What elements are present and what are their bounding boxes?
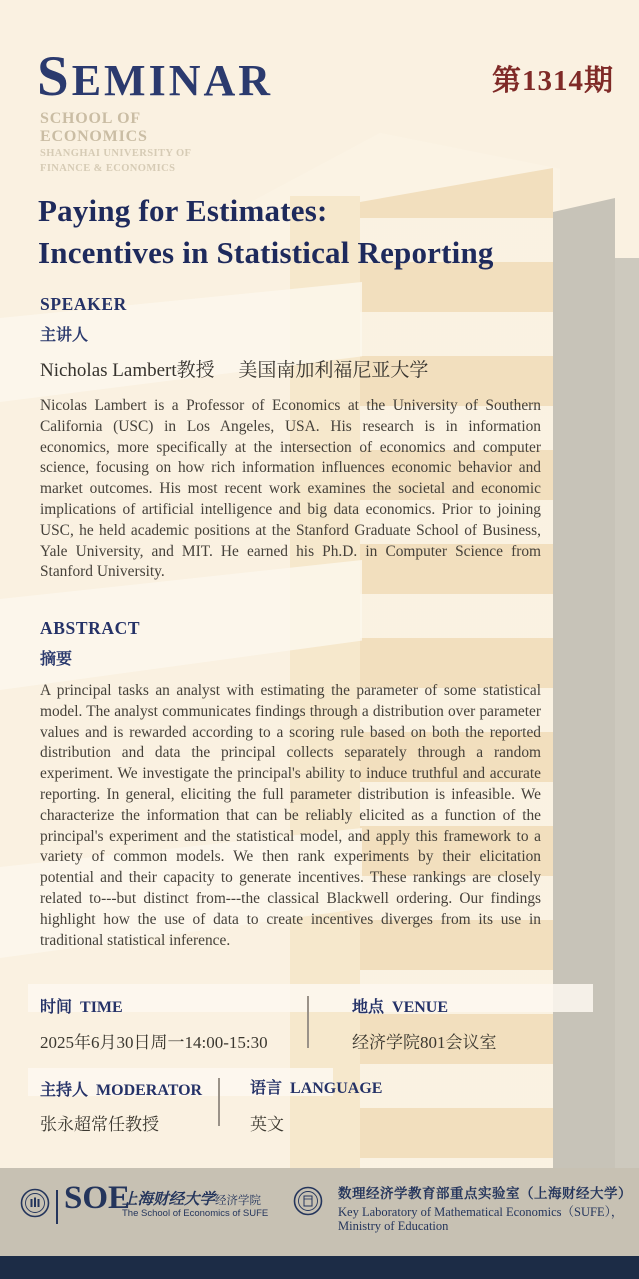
soe-school-name: 经济学院: [215, 1195, 262, 1207]
venue-label: [352, 994, 448, 1017]
talk-title: [38, 190, 598, 274]
speaker-section-heading-zh: 主讲人: [40, 327, 89, 344]
building-gray-pillar-shape: [553, 198, 615, 1168]
footer-logo-divider: [56, 1190, 58, 1224]
building-facade-shape: [360, 168, 553, 1168]
soe-logo: SOE: [64, 1180, 131, 1216]
issue-number-badge: 第1314期: [492, 65, 615, 97]
abstract-section-heading-zh: 摘要: [40, 651, 73, 668]
university-name-line1: SHANGHAI UNIVERSITY OF: [40, 147, 192, 159]
seminar-wordmark: SEMINAR: [37, 45, 274, 108]
soe-university-name: 上海财经大学: [122, 1191, 216, 1208]
venue-value: 经济学院801会议室: [352, 1033, 497, 1052]
time-label-en: TIME: [80, 999, 123, 1016]
abstract-section-heading: ABSTRACT: [40, 618, 141, 638]
language-label-en: LANGUAGE: [290, 1080, 383, 1097]
soe-logo-english-name: The School of Economics of SUFE: [122, 1208, 269, 1219]
lab-name-english-line1: Key Laboratory of Mathematical Economics（SUFE），: [338, 1205, 624, 1219]
footer-band: [0, 1168, 639, 1256]
abstract-text: A principal tasks an analyst with estimating the parameter of some statistical model. The analyst communicates findings through a distribution over parameter values and is rewarded according to a scoring rule based on both the reported distribution and data the principal collects separately through a random experiment. We investigate the principal's ability to induce truthful and accurate reporting. In general, eliciting the full parameter distribution is infeasible. We characterize the information that can be reliably elicited as a function of the principal's experiment and the statistical model, and apply this framework to a variety of common models. We then rank experiments by their elicitation potential and their capacity to generate incentives. These rankings are closely related to---but distinct from---the classical Blackwell ordering. Our findings highlight how the use of data to create incentives diverges from its use in traditional statistical inference.: [40, 682, 541, 949]
venue-label-zh: 地点: [352, 999, 385, 1016]
time-label: [40, 994, 123, 1017]
talk-title-line1: Paying for Estimates:: [38, 193, 328, 228]
talk-title-line2: Incentives in Statistical Reporting: [38, 235, 494, 271]
lab-seal-icon: [293, 1186, 323, 1221]
school-name-line1: SCHOOL OF: [40, 110, 141, 127]
venue-label-en: VENUE: [392, 999, 449, 1016]
lab-name-english-line2: Ministry of Education: [338, 1219, 449, 1233]
school-name-line2: ECONOMICS: [40, 127, 148, 145]
moderator-label-en: MODERATOR: [96, 1082, 203, 1099]
moderator-value: 张永超常任教授: [40, 1115, 159, 1134]
time-venue-divider: [307, 996, 309, 1048]
sufe-seal-icon: [20, 1188, 50, 1223]
bottom-navy-bar: [0, 1256, 639, 1279]
moderator-label: [40, 1077, 202, 1100]
moderator-language-divider: [218, 1078, 220, 1126]
university-name-line2: FINANCE & ECONOMICS: [40, 162, 176, 174]
school-wordmark: [40, 110, 191, 175]
time-value: 2025年6月30日周一14:00-15:30: [40, 1033, 268, 1052]
speaker-bio: Nicolas Lambert is a Professor of Economics at the University of Southern California (USC) in Los Angeles, USA. His research is in information economics, more specifically at the intersection of economics and computer science, focusing on how rich information influences economic behavior and market outcomes. His most recent work examines the societal and economic implications of artificial intelligence and big data economics. Prior to joining USC, he held academic positions at the Stanford Graduate School of Business, Yale University, and MIT. He earned his Ph.D. in Computer Science from Stanford University.: [40, 397, 541, 581]
time-label-zh: 时间: [40, 999, 73, 1016]
building-gray-pillar-secondary-shape: [615, 258, 639, 1168]
language-label: [250, 1075, 382, 1098]
soe-logo-chinese-name: [122, 1187, 261, 1209]
speaker-section-heading: SPEAKER: [40, 294, 127, 314]
language-label-zh: 语言: [250, 1080, 283, 1097]
language-value: 英文: [250, 1115, 284, 1134]
moderator-label-zh: 主持人: [40, 1082, 89, 1099]
lab-name-chinese: 数理经济学教育部重点实验室（上海财经大学）: [338, 1186, 632, 1201]
speaker-name: Nicholas Lambert教授 美国南加利福尼亚大学: [40, 360, 429, 381]
